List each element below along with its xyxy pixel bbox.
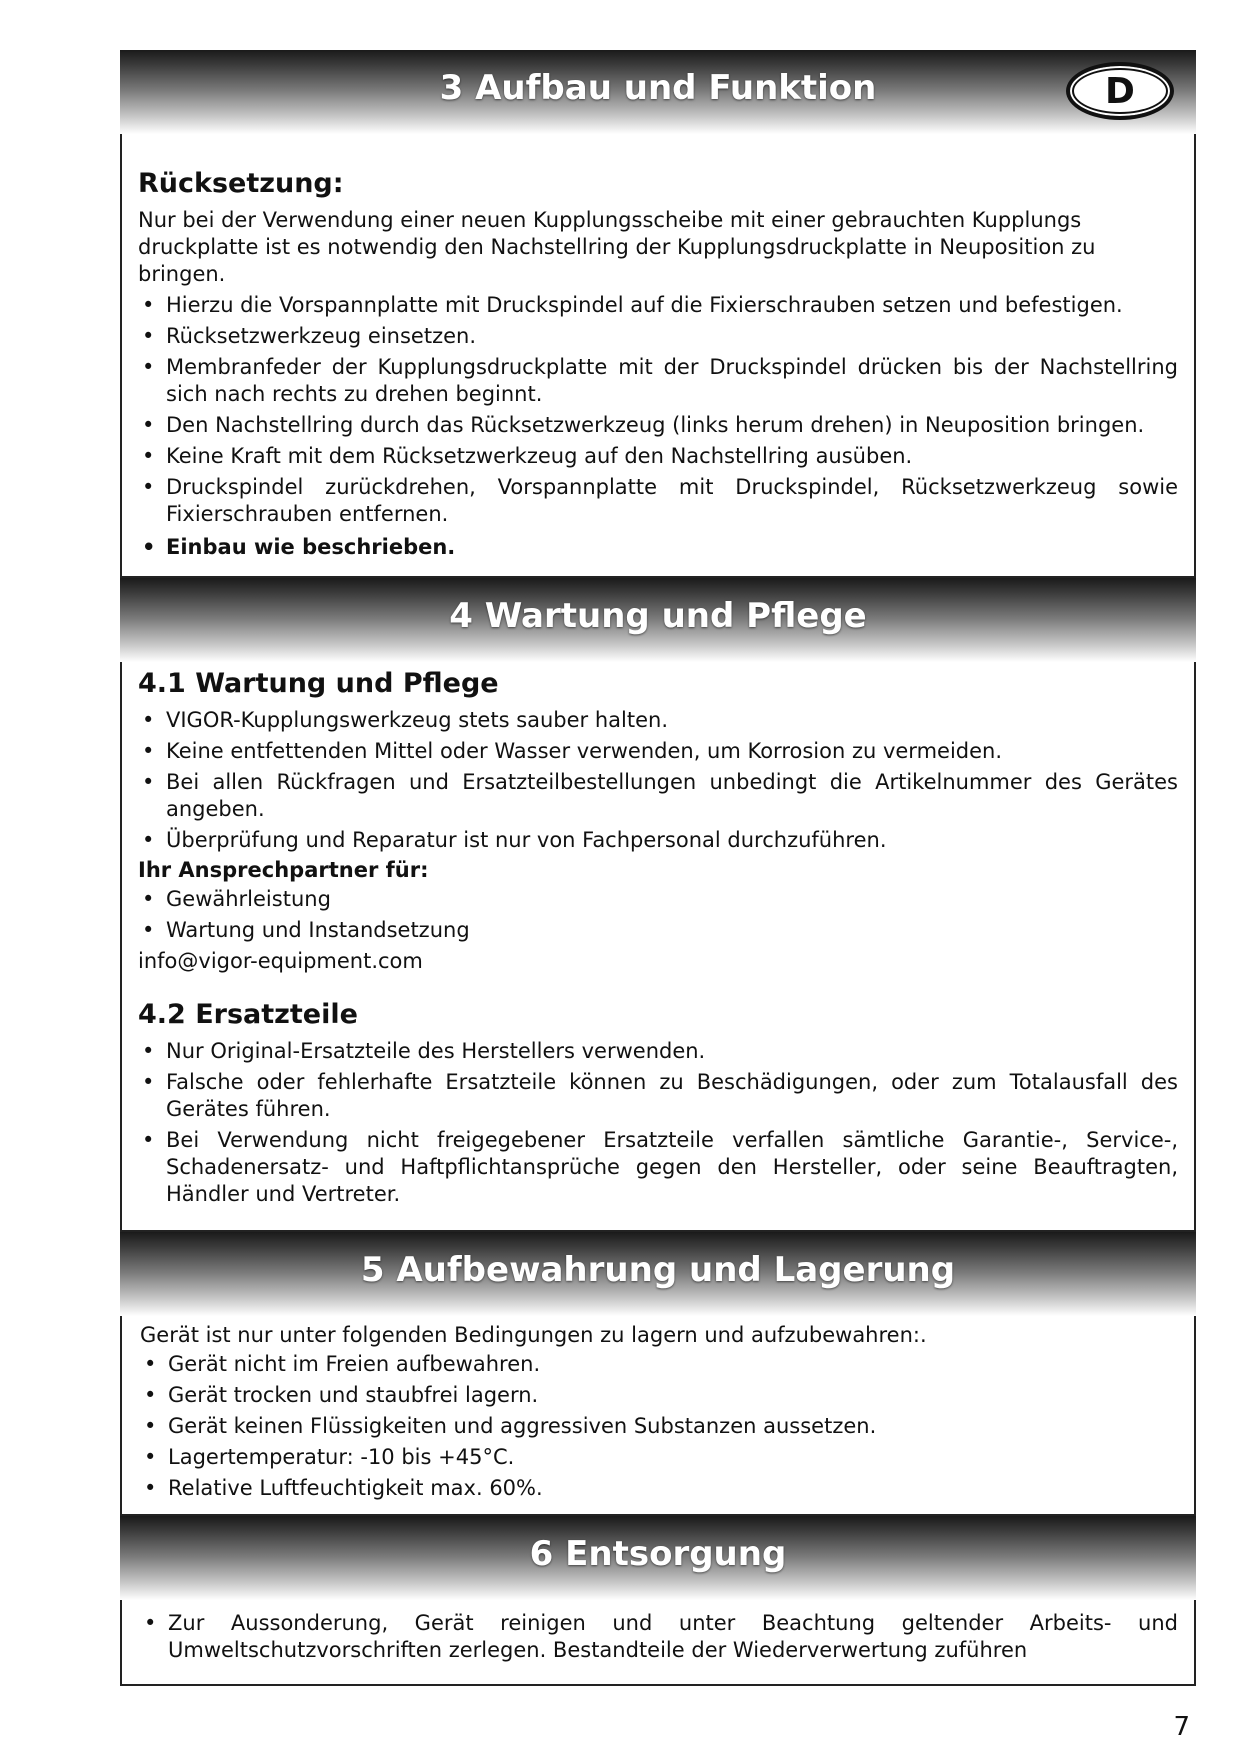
section-5-banner <box>120 1232 1196 1316</box>
list-item: • Überprüfung und Reparatur ist nur von Fachpersonal durchzuführen. <box>138 827 1178 854</box>
list-item: • Falsche oder fehlerhafte Ersatzteile können zu Beschädigungen, oder zum Totalausfall des Gerätes führen. <box>138 1069 1178 1123</box>
section-5-list <box>140 1351 1178 1502</box>
section-5-intro: Gerät ist nur unter folgenden Bedingungen zu lagern und aufzubewahren:. <box>140 1323 927 1347</box>
list-item: • Zur Aussonderung, Gerät reinigen und unter Beachtung geltender Arbeits- und Umweltschutzvorschriften zerlegen. Bestandteile der Wiederverwertung zuführen <box>140 1610 1178 1664</box>
list-item: • Bei allen Rückfragen und Ersatzteilbestellungen unbedingt die Artikelnummer des Gerätes angeben. <box>138 769 1178 823</box>
section-5-content <box>140 1322 1178 1506</box>
page-number: 7 <box>1173 1712 1190 1742</box>
list-item: • VIGOR-Kupplungswerkzeug stets sauber halten. <box>138 707 1178 734</box>
contact-list <box>138 886 1178 944</box>
list-item-final: • Einbau wie beschrieben. <box>138 534 1178 561</box>
section-3-title: 3 Aufbau und Funktion <box>439 68 877 108</box>
section-4-2-heading: 4.2 Ersatzteile <box>138 999 358 1030</box>
section-4-1-heading: 4.1 Wartung und Pflege <box>138 668 499 699</box>
section-4-1-list <box>138 707 1178 854</box>
list-item: • Druckspindel zurückdrehen, Vorspannplatte mit Druckspindel, Rücksetzwerkzeug sowie Fixierschrauben entfernen. <box>138 474 1178 528</box>
section-3-intro: Nur bei der Verwendung einer neuen Kupplungsscheibe mit einer gebrauchten Kupplungs druckplatte ist es notwendig den Nachstellring der Kupplungsdruckplatte in Neuposition zu bringen. <box>138 208 1096 286</box>
section-6-content <box>140 1610 1178 1668</box>
section-4-content <box>138 668 1178 1212</box>
contact-email[interactable]: info@vigor-equipment.com <box>138 949 423 973</box>
list-item: • Gerät trocken und staubfrei lagern. <box>140 1382 1178 1409</box>
section-4-title: 4 Wartung und Pflege <box>449 596 867 636</box>
section-3-content <box>138 168 1178 565</box>
list-item: • Den Nachstellring durch das Rücksetzwerkzeug (links herum drehen) in Neuposition bringen. <box>138 412 1178 439</box>
section-6-title: 6 Entsorgung <box>529 1534 787 1574</box>
language-badge: D <box>1066 62 1174 120</box>
section-5-title: 5 Aufbewahrung und Lagerung <box>360 1250 956 1290</box>
list-item: • Membranfeder der Kupplungsdruckplatte mit der Druckspindel drücken bis der Nachstellring sich nach rechts zu drehen beginnt. <box>138 354 1178 408</box>
list-item: • Nur Original-Ersatzteile des Herstellers verwenden. <box>138 1038 1178 1065</box>
list-item: • Hierzu die Vorspannplatte mit Druckspindel auf die Fixierschrauben setzen und befestigen. <box>138 292 1178 319</box>
list-item: • Rücksetzwerkzeug einsetzen. <box>138 323 1178 350</box>
list-item: • Keine Kraft mit dem Rücksetzwerkzeug auf den Nachstellring ausüben. <box>138 443 1178 470</box>
list-item: • Gerät nicht im Freien aufbewahren. <box>140 1351 1178 1378</box>
section-3-banner <box>120 50 1196 134</box>
section-4-banner <box>120 578 1196 662</box>
list-item: • Gerät keinen Flüssigkeiten und aggressiven Substanzen aussetzen. <box>140 1413 1178 1440</box>
list-item: • Wartung und Instandsetzung <box>138 917 1178 944</box>
section-6-banner <box>120 1516 1196 1600</box>
list-item: • Bei Verwendung nicht freigegebener Ersatzteile verfallen sämtliche Garantie-, Service-, Schadenersatz- und Haftpflichtansprüche gegen den Hersteller, oder seine Beauftragten, Händler und Vertreter. <box>138 1127 1178 1208</box>
section-6-list <box>140 1610 1178 1664</box>
list-item: • Relative Luftfeuchtigkeit max. 60%. <box>140 1475 1178 1502</box>
section-4-2-list <box>138 1038 1178 1208</box>
list-item: • Lagertemperatur: -10 bis +45°C. <box>140 1444 1178 1471</box>
list-item: • Keine entfettenden Mittel oder Wasser verwenden, um Korrosion zu vermeiden. <box>138 738 1178 765</box>
list-item: • Gewährleistung <box>138 886 1178 913</box>
contact-heading: Ihr Ansprechpartner für: <box>138 858 429 882</box>
section-3-heading: Rücksetzung: <box>138 168 344 199</box>
section-3-list <box>138 292 1178 561</box>
